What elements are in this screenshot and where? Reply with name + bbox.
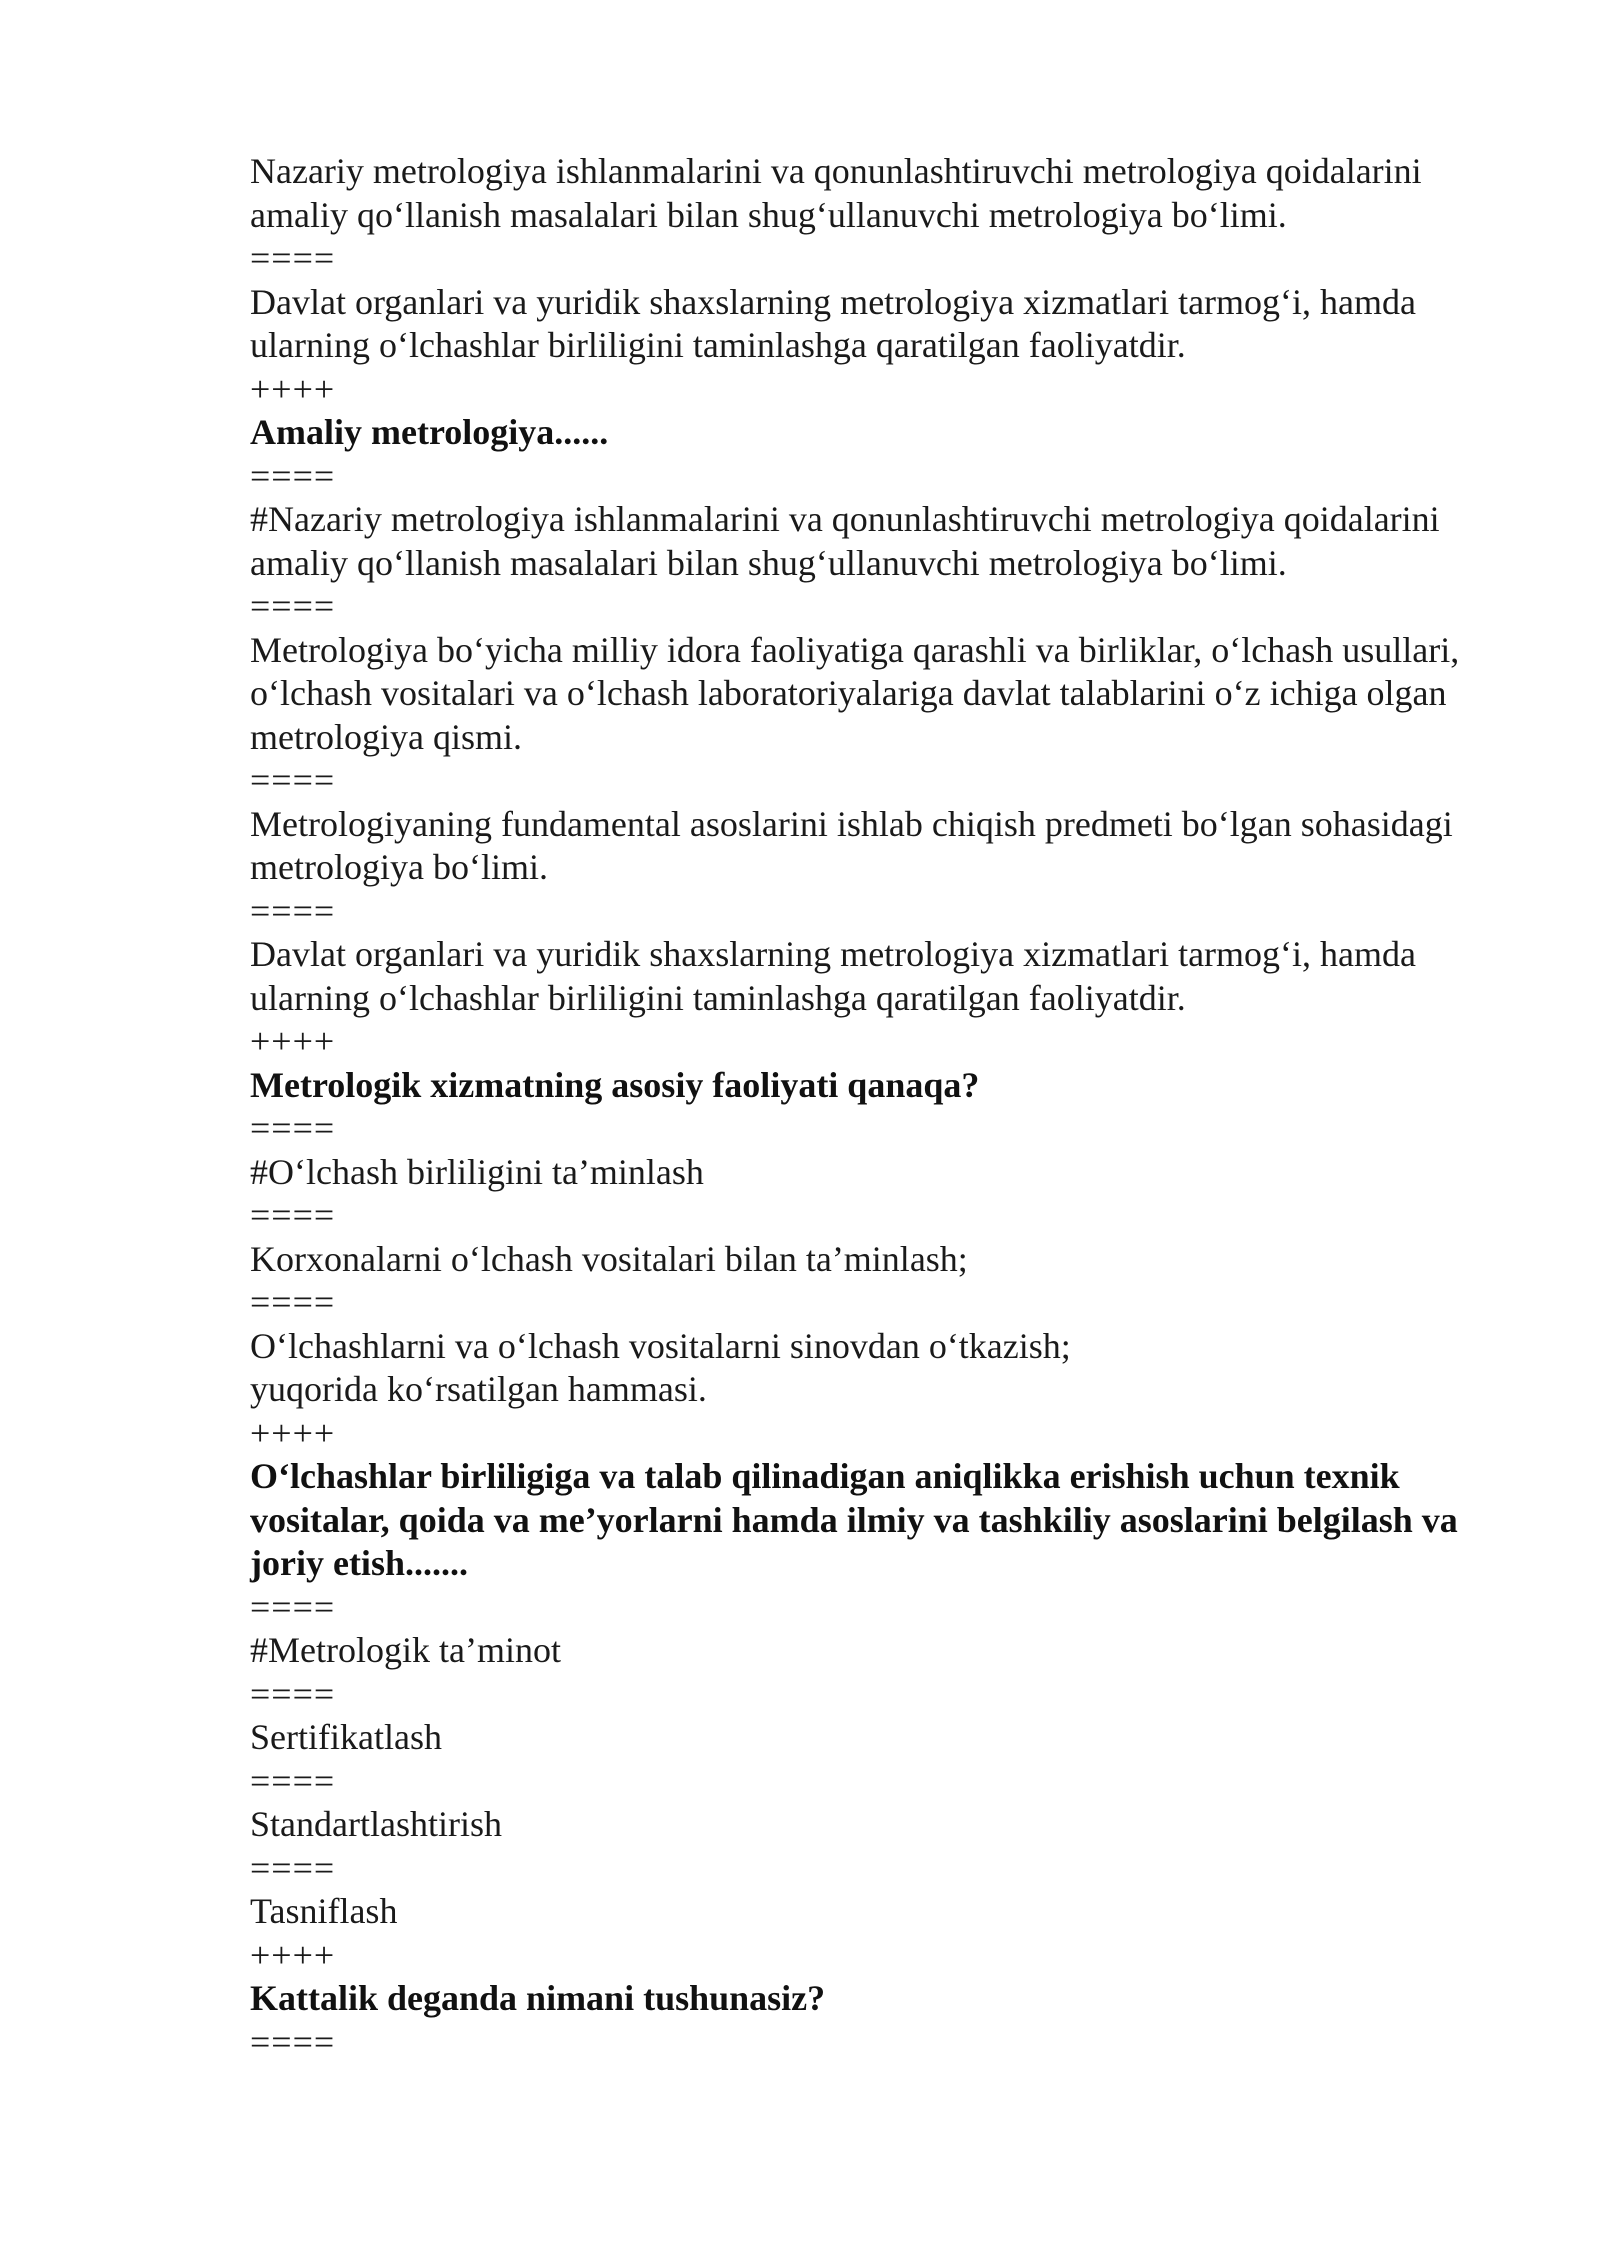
option-separator: ==== [250,238,336,278]
correct-answer-option: #O‘lchash birliligini ta’minlash [250,1151,704,1192]
correct-answer-option: #Nazariy metrologiya ishlanmalarini va qonunlashtiruvchi metrologiya qoidalarini amaliy qo‘llanish masalalari bilan shug‘ullanuvchi metrologiya bo‘limi. [250,499,1440,583]
answer-option: O‘lchashlarni va o‘lchash vositalarni sinovdan o‘tkazish; [250,1325,1071,1366]
option-separator: ==== [250,890,336,931]
option-separator: ==== [250,1673,336,1714]
correct-answer-option: #Metrologik ta’minot [250,1630,561,1670]
answer-option: Davlat organlari va yuridik shaxslarning metrologiya xizmatlari tarmog‘i, hamda ularning o‘lchashlar birliligini taminlashga qaratilgan faoliyatdir. [250,281,1416,365]
option-separator: ==== [250,455,336,496]
option-separator: ==== [250,586,336,626]
answer-option: yuqorida ko‘rsatilgan hammasi. [250,1369,707,1409]
document-page [250,150,1500,2064]
answer-option: Metrologiya bo‘yicha milliy idora faoliyatiga qarashli va birliklar, o‘lchash usullari, o‘lchash vositalari va o‘lchash laboratoriyalariga davlat talablarini o‘z ichiga olgan metrologiya qismi. [250,629,1460,757]
option-separator: ==== [250,760,336,800]
question-separator: ++++ [250,1021,336,1061]
option-separator: ==== [250,1586,336,1627]
question-separator: ++++ [250,1934,336,1975]
answer-option: Metrologiyaning fundamental asoslarini ishlab chiqish predmeti bo‘lgan sohasidagi metrologiya bo‘limi. [250,803,1453,887]
answer-option: Sertifikatlash [250,1717,442,1757]
answer-option: Nazariy metrologiya ishlanmalarini va qonunlashtiruvchi metrologiya qoidalarini amaliy qo‘llanish masalalari bilan shug‘ullanuvchi metrologiya bo‘limi. [250,151,1422,235]
question-separator: ++++ [250,1412,336,1453]
question-text: O‘lchashlar birliligiga va talab qilinadigan aniqlikka erishish uchun texnik vositalar, qoida va me’yorlarni hamda ilmiy va tashkiliy asoslarini belgilash va joriy etish....... [250,1456,1458,1583]
answer-option: Tasniflash [250,1891,398,1931]
answer-option: Standartlashtirish [250,1804,502,1844]
option-separator: ==== [250,1108,336,1148]
answer-option: Korxonalarni o‘lchash vositalari bilan ta’minlash; [250,1238,968,1279]
option-separator: ==== [250,1282,336,1322]
option-separator: ==== [250,1195,336,1235]
question-text: Amaliy metrologiya...... [250,412,609,452]
option-separator: ==== [250,1847,336,1888]
option-separator: ==== [250,2021,336,2062]
question-text: Kattalik deganda nimani tushunasiz? [250,1978,826,2018]
question-text: Metrologik xizmatning asosiy faoliyati qanaqa? [250,1064,980,1105]
answer-option: Davlat organlari va yuridik shaxslarning metrologiya xizmatlari tarmog‘i, hamda ularning o‘lchashlar birliligini taminlashga qaratilgan faoliyatdir. [250,934,1416,1018]
question-separator: ++++ [250,368,336,409]
option-separator: ==== [250,1760,336,1801]
